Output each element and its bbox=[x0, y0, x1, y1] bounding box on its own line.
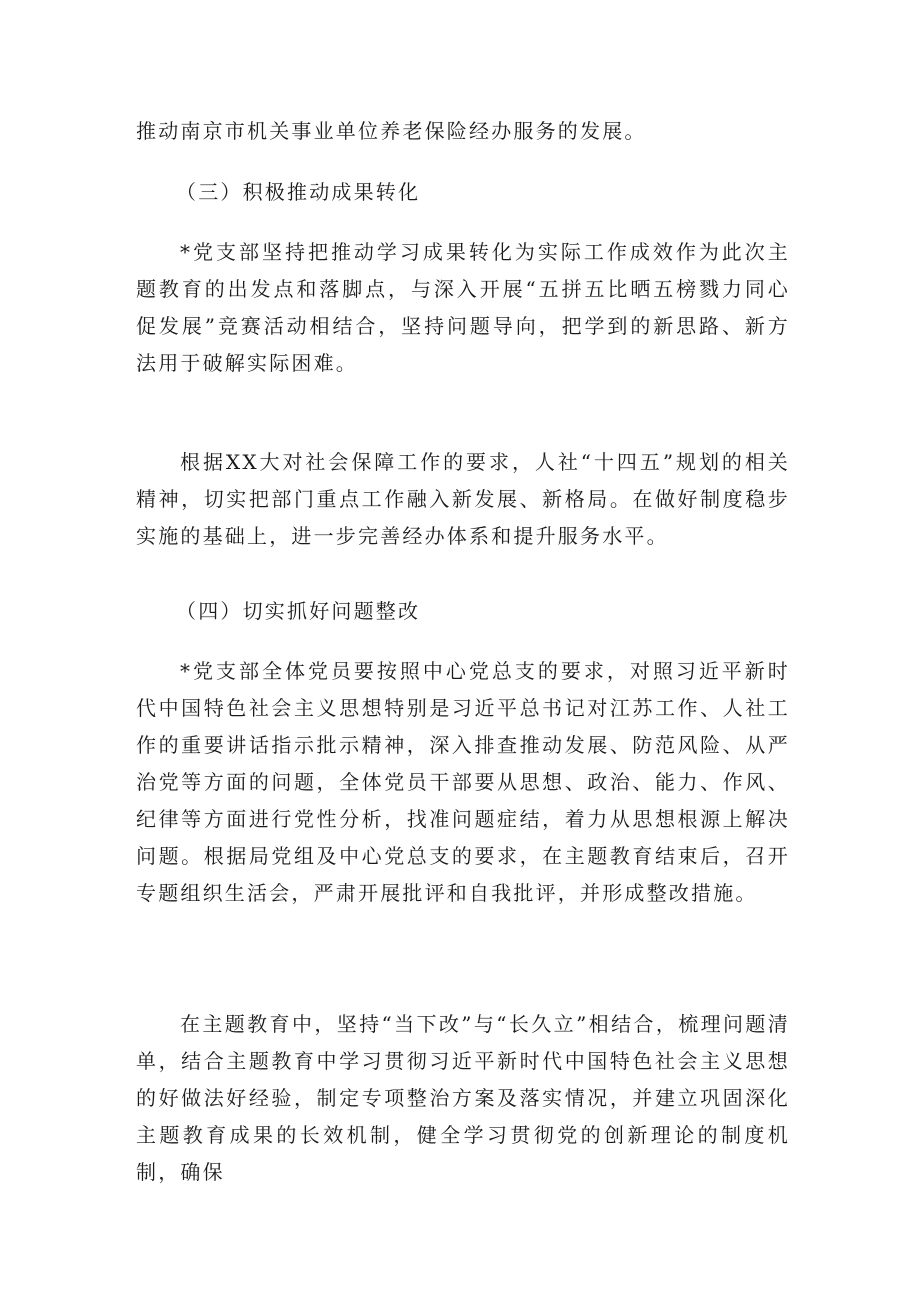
section-heading-3: （三）积极推动成果转化 bbox=[176, 180, 421, 204]
paragraph-continuation: 推动南京市机关事业单位养老保险经办服务的发展。 bbox=[136, 119, 647, 143]
paragraph-theme-education: 在主题教育中，坚持“当下改”与“长久立”相结合，梳理问题清单，结合主题教育中学习贯彻习近平新时代中国特色社会主义思想的好做法好经验，制定专项整治方案及落实情况，并建立巩固深化主题教育成果的长效机制，健全学习贯彻党的创新理论的制度机制，确保 bbox=[136, 1012, 790, 1184]
section-heading-4: （四）切实抓好问题整改 bbox=[176, 599, 421, 623]
paragraph-problem-rectification: *党支部全体党员要按照中心党总支的要求，对照习近平新时代中国特色社会主义思想特别是习近平总书记对江苏工作、人社工作的重要讲话指示批示精神，深入排查推动发展、防范风险、从严治党等方面的问题，全体党员干部要从思想、政治、能力、作风、纪律等方面进行党性分析，找准问题症结，着力从思想根源上解决问题。根据局党组及中心党总支的要求，在主题教育结束后，召开专题组织生活会，严肃开展批评和自我批评，并形成整改措施。 bbox=[136, 659, 790, 905]
paragraph-achievement-transformation: *党支部坚持把推动学习成果转化为实际工作成效作为此次主题教育的出发点和落脚点，与深入开展“五拼五比晒五榜戮力同心促发展”竞赛活动相结合，坚持问题导向，把学到的新思路、新方法用于破解实际困难。 bbox=[136, 240, 790, 375]
paragraph-social-security: 根据XX大对社会保障工作的要求，人社“十四五”规划的相关精神，切实把部门重点工作融入新发展、新格局。在做好制度稳步实施的基础上，进一步完善经办体系和提升服务水平。 bbox=[136, 450, 790, 548]
